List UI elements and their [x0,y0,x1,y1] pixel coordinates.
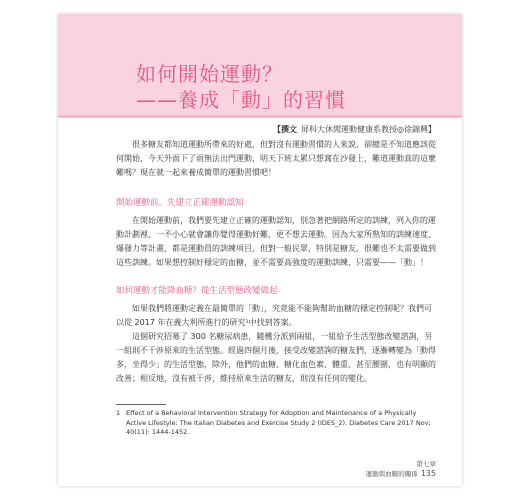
section-heading-1: 開始運動前，先建立正確運動認知 [116,198,244,208]
footnote [116,409,436,438]
book-page [58,14,462,486]
page-footer [366,460,436,479]
byline-author: 屏科大休閒運動健康系教授◎徐錦興】 [301,125,436,134]
footnote-divider [116,404,166,405]
footnote-number: 1 [116,409,121,417]
byline-tag: 【撰文 [273,125,298,134]
section-1-paragraph: 在開始運動前，我們要先建立正確的運動認知，別急著把網路所定的訓練，列入你的運動計劃裡，一不小心就會讓你覺得運動好難，更不想去運動。因為大家所熟知的訓練速度、爆發力等計畫，都是運動員的訓練項目，但對一般民眾，特別是糖友，很難也不太需要做到這些訓練。如果想控制好穩定的血糖，並不需要高強度的運動訓練，只需要——「動」！ [116,216,436,267]
page-title-line-1: 如何開始運動？ [136,62,283,86]
page-number: 135 [420,469,436,478]
section-2-paragraph-1: 如果我們將運動定義在最簡單的「動」，究竟能不能夠幫助血糖的穩定控制呢？我們可以從 2017 年在義大利所進行的研究¹中找到答案。 [116,304,432,327]
page-title-line-2: ——養成「動」的習慣 [136,88,346,112]
intro-paragraph: 很多糖友都知道運動所帶來的好處，但對沒有運動習慣的人來說，卻總是不知道應該從何開始，今天外面下了雨無法出門運動，明天下班太累只想窩在沙發上，難道運動真的這麼難嗎？現在就一起來養成簡單的運動習慣吧！ [116,140,436,177]
chapter-label: 第七章 [416,460,436,468]
footnote-text: Effect of a Behavioral Intervention Strategy for Adoption and Maintenance of a Physically Active Lifestyle: The Italian Diabetes and Exercise Study 2 (IDES_2). Diabetes Care 2017 Nov; 40(11): 1444-1452. [126,409,431,436]
section-heading-2: 如何運動才能降血糖？從生活型態改變做起 [116,286,278,296]
chapter-subtitle: 運動與血糖的關係 [365,470,418,478]
author-byline [273,124,436,135]
article-body [116,138,436,438]
section-2-paragraph-2: 這個研究招募了 300 名糖尿病患，隨機分派到兩組，一組給予生活型態改變諮詢，另一組則不干涉原來的生活型態。經過四個月後，接受改變諮詢的糖友們，逐漸轉變為「動得多，坐得少」的生活型態，除外，他們的血糖、糖化血色素、體重、甚至腰圍，也有明顯的改善；相反地，沒有被干涉，維持原來生活的糖友，則沒有任何的變化。 [116,332,436,383]
